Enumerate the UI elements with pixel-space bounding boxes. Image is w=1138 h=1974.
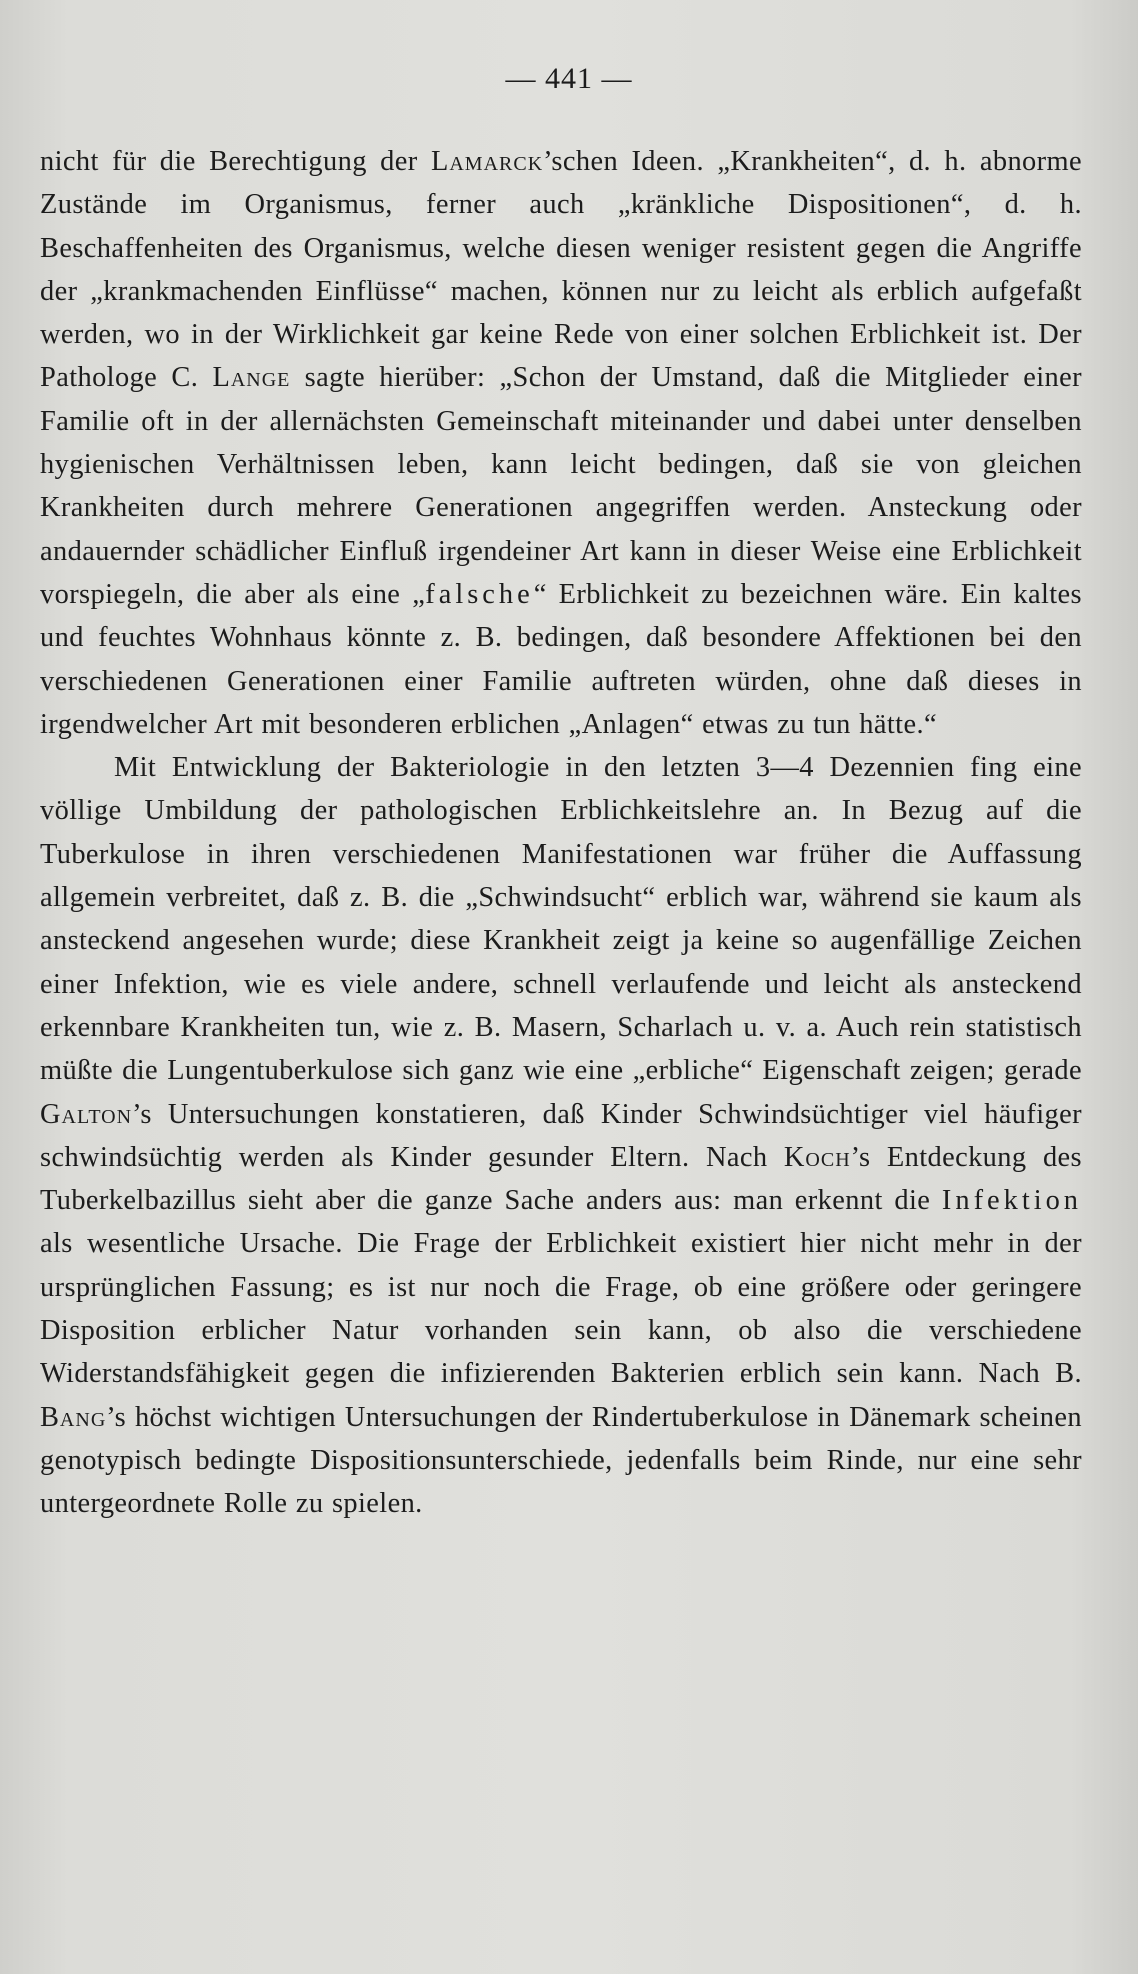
page-number: — 441 — — [505, 62, 633, 95]
paragraph-1 — [40, 140, 1082, 746]
author-name-lamarck: Lamarck — [431, 146, 544, 177]
author-name-bang: Bang — [40, 1401, 107, 1433]
text-run: als wesentliche Ursache. Die Frage der Erblichkeit existiert hier nicht mehr in der ursprünglichen Fassung; es ist nur noch die Frage, ob eine größere oder geringere Disposition erblicher Natur vorhanden sein kann, ob also die verschiedene Widerstandsfähigkeit gegen die infizierenden Bakterien erblich sein kann. Nach B. — [40, 1228, 1082, 1390]
text-run: ’schen Ideen. „Krankheiten“, d. h. abnorme Zustände im Organismus, ferner auch „kränkliche Dispositionen“, d. h. Beschaffenheiten des Organismus, welche diesen weniger resistent gegen die Angriffe der „krankmachenden Einflüsse“ machen, können nur zu leicht als erblich aufgefaßt werden, wo in der Wirklichkeit gar keine Rede von einer solchen Erblichkeit ist. Der Pathologe C. — [40, 146, 1082, 394]
emphasis-infektion: Infektion — [941, 1185, 1082, 1217]
text-run: ’s höchst wichtigen Untersuchungen der Rindertuberkulose in Dänemark scheinen genotypisch bedingte Dispositionsunterschiede, jedenfalls beim Rinde, nur eine sehr untergeordnete Rolle zu spielen. — [40, 1401, 1082, 1520]
emphasis-falsche: falsche — [425, 578, 534, 610]
text-run: sagte hierüber: „Schon der Umstand, daß die Mitglieder einer Familie oft in der allernächsten Gemeinschaft miteinander und dabei unter denselben hygienischen Verhältnissen leben, kann leicht bedingen, daß sie von gleichen Krankheiten durch mehrere Generationen angegriffen werden. Ansteckung oder andauernder schädlicher Einfluß irgendeiner Art kann in dieser Weise eine Erblichkeit vorspiegeln, die aber als eine „ — [40, 362, 1082, 610]
author-name-galton: Galton — [40, 1098, 133, 1130]
author-name-lange: Lange — [212, 362, 291, 394]
text-run: ’s Untersuchungen konstatieren, daß Kinder Schwindsüchtiger viel häufiger schwindsüchtig werden als Kinder gesunder Eltern. Nach — [40, 1098, 1082, 1173]
body-text — [40, 140, 1082, 1526]
text-run: Mit Entwicklung der Bakteriologie in den letzten 3—4 Dezennien fing eine völlige Umbildung der pathologischen Erblichkeitslehre an. In Bezug auf die Tuberkulose in ihren verschiedenen Manifestationen war früher die Auffassung allgemein verbreitet, daß z. B. die „Schwindsucht“ erblich war, während sie kaum als ansteckend angesehen wurde; diese Krankheit zeigt ja keine so augenfällige Zeichen einer Infektion, wie es viele andere, schnell verlaufende und leicht als ansteckend erkennbare Krankheiten tun, wie z. B. Masern, Scharlach u. v. a. Auch rein statistisch müßte die Lungentuberkulose sich ganz wie eine „erbliche“ Eigenschaft zeigen; gerade — [40, 752, 1082, 1087]
text-run: ’s Entdeckung des Tuberkelbazillus sieht aber die ganze Sache anders aus: man erkennt die — [40, 1141, 1082, 1217]
paragraph-2 — [40, 746, 1082, 1525]
author-name-koch: Koch — [783, 1141, 851, 1173]
text-run: nicht für die Berechtigung der — [40, 146, 431, 177]
text-run: “ Erblichkeit zu bezeichnen wäre. Ein kaltes und feuchtes Wohnhaus könnte z. B. bedingen, daß besondere Affektionen bei den verschiedenen Generationen einer Familie auftreten würden, ohne daß dieses in irgendwelcher Art mit besonderen erblichen „Anlagen“ etwas zu tun hätte.“ — [40, 578, 1082, 740]
